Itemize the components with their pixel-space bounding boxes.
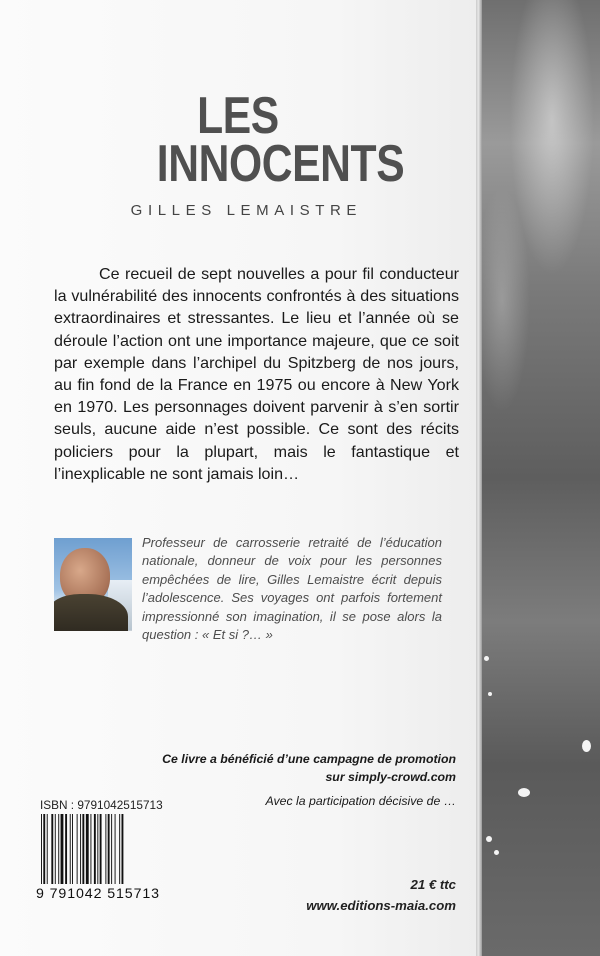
title-line-1: LES <box>197 87 279 145</box>
title-line-2: INNOCENTS <box>156 135 405 193</box>
promo-line-1: Ce livre a bénéficié d’une campagne de promotion <box>162 752 456 766</box>
barcode <box>40 814 155 884</box>
summary-paragraph <box>54 263 459 485</box>
promo-text <box>150 750 456 786</box>
author-bio: Professeur de carrosserie retraité de l’éducation nationale, donneur de voix pour les personnes empêchées de lire, Gilles Lemaistre écrit depuis l’adolescence. Ses voyages ont parfois fortement impressionné son imagination, il se pose alors la question : « Et si ?… » <box>142 535 442 643</box>
author-name: GILLES LEMAISTRE <box>130 202 362 219</box>
summary-text: Ce recueil de sept nouvelles a pour fil conducteur la vulnérabilité des innocents confrontés à des situations extraordinaires et stressantes. Le lieu et l’année où se déroule l’action ont une importance majeure, que ce soit par exemple dans l’archipel du Spitzberg de nos jours, au fin fond de la France en 1975 ou encore à New York en 1970. Les personnages doivent parvenir à s’en sortir seuls, aucune aide n’est possible. Ce sont des récits policiers pour la plupart, mais le fantastique et l’inexplicable ne sont jamais loin… <box>54 265 459 483</box>
cover-photo-strip <box>482 0 600 956</box>
price: 21 € ttc <box>410 877 456 892</box>
publisher-website: www.editions-maia.com <box>306 898 456 913</box>
book-title <box>110 87 405 193</box>
barcode-digits: 9 791042 515713 <box>36 886 160 902</box>
participation-text: Avec la participation décisive de … <box>265 794 456 808</box>
promo-line-2: sur simply-crowd.com <box>325 770 456 784</box>
isbn-label: ISBN : 9791042515713 <box>40 798 163 812</box>
author-photo <box>54 538 132 631</box>
